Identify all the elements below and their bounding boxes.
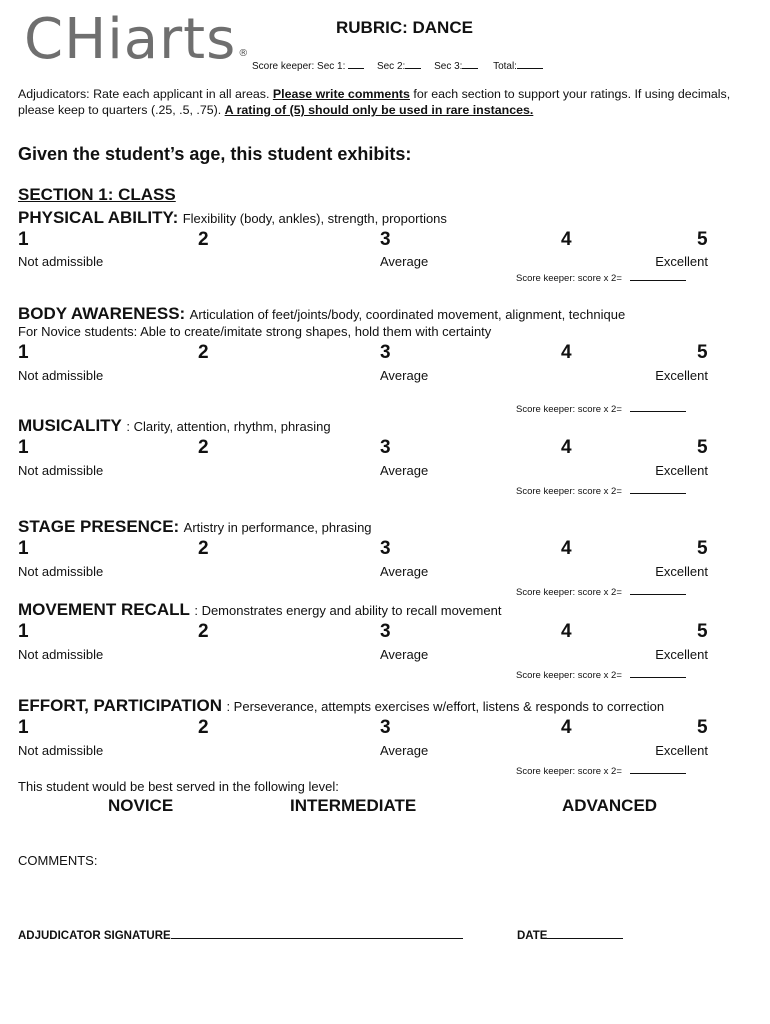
sec2-label: Sec 2: [376, 61, 406, 72]
rating-4[interactable]: 4 [561, 621, 572, 642]
scorekeeper-totals [252, 61, 543, 72]
score-keeper-row [516, 764, 686, 777]
category-description: Articulation of feet/joints/body, coordinated movement, alignment, technique [189, 307, 626, 322]
rating-3[interactable]: 3 [380, 717, 391, 738]
rating-2[interactable]: 2 [198, 538, 209, 559]
instructions-text-1: Adjudicators: Rate each applicant in all areas. [18, 87, 270, 101]
category-description: Flexibility (body, ankles), strength, proportions [182, 211, 447, 226]
scale-label-high: Excellent [655, 743, 708, 758]
rating-4[interactable]: 4 [561, 342, 572, 363]
score-blank[interactable] [630, 484, 686, 494]
scale-label-mid: Average [380, 254, 429, 269]
scale-label-low: Not admissible [18, 743, 104, 758]
sec1-blank[interactable] [348, 68, 364, 69]
score-blank[interactable] [630, 402, 686, 412]
given-heading: Given the student’s age, this student exhibits: [18, 144, 412, 164]
scale-label-low: Not admissible [18, 368, 104, 383]
scale-label-low: Not admissible [18, 463, 104, 478]
section-title: SECTION 1: CLASS [18, 185, 176, 204]
scale-label-mid: Average [380, 647, 429, 662]
chiarts-logo [24, 8, 249, 72]
level-question: This student would be best served in the following level: [18, 779, 339, 794]
rating-5[interactable]: 5 [697, 342, 708, 363]
scale-label-high: Excellent [655, 368, 708, 383]
rating-3[interactable]: 3 [380, 538, 391, 559]
score-blank[interactable] [630, 271, 686, 281]
rating-1[interactable]: 1 [18, 342, 29, 363]
scale-label-low: Not admissible [18, 564, 104, 579]
scale-label-high: Excellent [655, 647, 708, 662]
level-advanced[interactable]: ADVANCED [562, 796, 658, 815]
rating-2[interactable]: 2 [198, 621, 209, 642]
signature-line[interactable] [171, 938, 463, 939]
score-keeper-row [516, 271, 686, 284]
instructions [18, 86, 753, 118]
level-intermediate[interactable]: INTERMEDIATE [290, 796, 417, 815]
total-blank[interactable] [517, 68, 543, 69]
score-keeper-row [516, 668, 686, 681]
category-heading [18, 517, 372, 537]
rating-5[interactable]: 5 [697, 437, 708, 458]
rating-5[interactable]: 5 [697, 538, 708, 559]
date-row [517, 930, 623, 942]
category-subdescription: For Novice students: Able to create/imitate strong shapes, hold them with certainty [18, 324, 492, 339]
score-blank[interactable] [630, 668, 686, 678]
score-keeper-label: Score keeper: score x 2= [516, 273, 622, 284]
scale-label-mid: Average [380, 564, 429, 579]
total-label: Total: [493, 61, 517, 72]
rating-3[interactable]: 3 [380, 342, 391, 363]
category-heading [18, 600, 501, 620]
rating-2[interactable]: 2 [198, 342, 209, 363]
category-heading [18, 304, 625, 324]
rating-4[interactable]: 4 [561, 717, 572, 738]
logo-text: CHiarts [24, 7, 237, 72]
instructions-text-2: for each section to support your ratings. If using decimals, please keep to quarters (.25, .5, .75). [18, 87, 731, 117]
rating-2[interactable]: 2 [198, 229, 209, 250]
date-label: DATE [517, 930, 548, 942]
rating-1[interactable]: 1 [18, 538, 29, 559]
sec3-label: Sec 3: [434, 61, 463, 72]
category-description: : Perseverance, attempts exercises w/effort, listens & responds to correction [226, 699, 665, 714]
rating-1[interactable]: 1 [18, 621, 29, 642]
scale-label-low: Not admissible [18, 647, 104, 662]
date-line[interactable] [547, 938, 623, 939]
instructions-emphasis-1: Please write comments [272, 87, 410, 101]
rating-3[interactable]: 3 [380, 437, 391, 458]
rating-1[interactable]: 1 [18, 717, 29, 738]
rating-1[interactable]: 1 [18, 229, 29, 250]
registered-mark: ® [238, 48, 250, 59]
category-title: MOVEMENT RECALL [18, 600, 190, 619]
score-keeper-label: Score keeper: score x 2= [516, 587, 622, 598]
category-description: : Clarity, attention, rhythm, phrasing [126, 419, 331, 434]
score-keeper-label: Score keeper: score x 2= [516, 404, 622, 415]
category-description: Artistry in performance, phrasing [183, 520, 372, 535]
scale-label-mid: Average [380, 368, 429, 383]
comments-label: COMMENTS: [18, 853, 98, 868]
sec3-blank[interactable] [462, 68, 478, 69]
rating-2[interactable]: 2 [198, 437, 209, 458]
scale-label-mid: Average [380, 463, 429, 478]
category-title: STAGE PRESENCE: [18, 517, 180, 536]
sec2-blank[interactable] [405, 68, 421, 69]
scale-label-high: Excellent [655, 463, 708, 478]
category-heading [18, 696, 664, 716]
rating-3[interactable]: 3 [380, 621, 391, 642]
score-blank[interactable] [630, 764, 686, 774]
rating-1[interactable]: 1 [18, 437, 29, 458]
rating-4[interactable]: 4 [561, 229, 572, 250]
rating-3[interactable]: 3 [380, 229, 391, 250]
rating-5[interactable]: 5 [697, 229, 708, 250]
scale-label-mid: Average [380, 743, 429, 758]
level-novice[interactable]: NOVICE [108, 796, 174, 815]
score-blank[interactable] [630, 585, 686, 595]
rubric-title: RUBRIC: DANCE [336, 18, 473, 37]
rating-2[interactable]: 2 [198, 717, 209, 738]
category-heading [18, 416, 331, 436]
scale-label-high: Excellent [655, 254, 708, 269]
score-keeper-label: Score keeper: score x 2= [516, 670, 622, 681]
scale-label-high: Excellent [655, 564, 708, 579]
category-title: PHYSICAL ABILITY: [18, 208, 179, 227]
rating-5[interactable]: 5 [697, 717, 708, 738]
category-description: : Demonstrates energy and ability to recall movement [194, 603, 502, 618]
rating-4[interactable]: 4 [561, 437, 572, 458]
score-keeper-row [516, 484, 686, 497]
scale-label-low: Not admissible [18, 254, 104, 269]
rating-5[interactable]: 5 [697, 621, 708, 642]
score-keeper-row [516, 402, 686, 415]
score-keeper-label: Score keeper: score x 2= [516, 766, 622, 777]
category-title: EFFORT, PARTICIPATION [18, 696, 222, 715]
score-keeper-row [516, 585, 686, 598]
signature-row [18, 930, 463, 942]
signature-label: ADJUDICATOR SIGNATURE [18, 930, 171, 942]
category-heading [18, 208, 447, 228]
category-title: BODY AWARENESS: [18, 304, 186, 323]
score-keeper-label: Score keeper: score x 2= [516, 486, 622, 497]
rating-4[interactable]: 4 [561, 538, 572, 559]
instructions-emphasis-2: A rating of (5) should only be used in rare instances. [224, 103, 534, 117]
category-title: MUSICALITY [18, 416, 122, 435]
sec1-label: Score keeper: Sec 1: [252, 61, 346, 72]
